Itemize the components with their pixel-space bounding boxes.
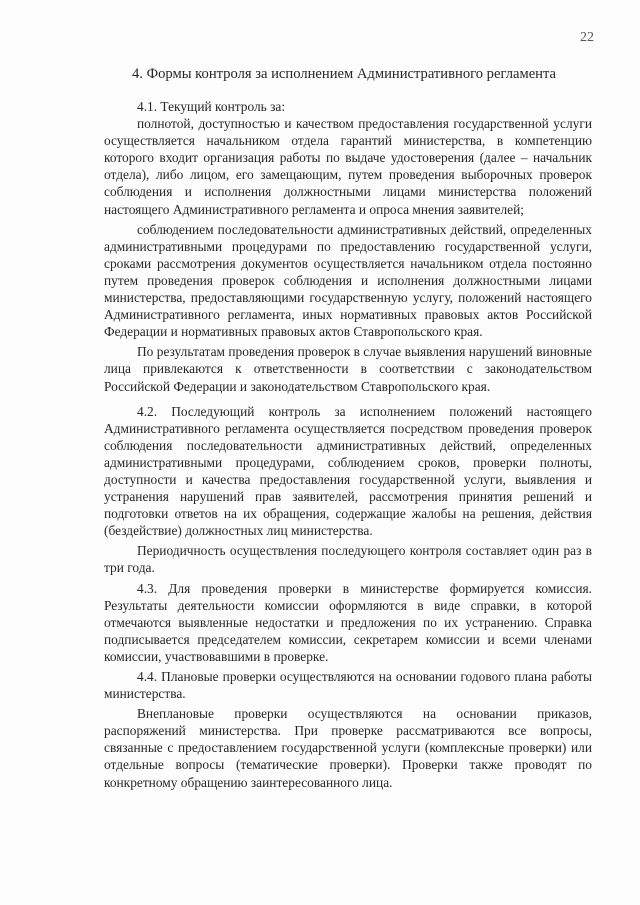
- paragraph-completeness-control: полнотой, доступностью и качеством предоставления государственной услуги осуществляется начальником отдела гарантий министерства, в компетенцию которого входит организация работы по выдаче удостоверения (далее – начальник отдела), либо лицом, его замещающим, путем проведения выборочных проверок соблюдения и исполнения должностными лицами министерства положений настоящего Административного регламента и опроса мнения заявителей;: [104, 116, 592, 217]
- paragraph-sequence-control: соблюдением последовательности административных действий, определенных административными процедурами по предоставлению государственной услуги, сроками рассмотрения документов осуществляется начальником отдела постоянно путем проведения проверок соблюдения и исполнения должностными лицами министерства, предоставляющими государственную услугу, положений настоящего Административного регламента, иных нормативных правовых актов Российской Федерации и нормативных правовых актов Ставропольского края.: [104, 221, 592, 340]
- paragraph-liability: По результатам проведения проверок в случае выявления нарушений виновные лица привлекаются к ответственности в соответствии с законодательством Российской Федерации и законодательством Ставропольского края.: [104, 344, 592, 394]
- section-title: 4. Формы контроля за исполнением Административного регламента: [131, 66, 557, 82]
- paragraph-4-2: 4.2. Последующий контроль за исполнением положений настоящего Административного регламента осуществляется посредством проведения проверок соблюдения последовательности административных действий, определенных административными процедурами, соблюдением сроков, проверки полноты, доступности и качества предоставления государственной услуги, выявления и устранения нарушений прав заявителей, рассмотрения принятия решений и подготовки ответов на их обращения, содержащие жалобы на решения, действия (бездействие) должностных лиц министерства.: [104, 403, 592, 539]
- page-number: 22: [580, 30, 594, 45]
- paragraph-4-4: 4.4. Плановые проверки осуществляются на основании годового плана работы министерства.: [104, 669, 592, 702]
- document-body: [104, 98, 592, 791]
- paragraph-4-1-heading: 4.1. Текущий контроль за:: [137, 99, 286, 114]
- paragraph-periodicity: Периодичность осуществления последующего контроля составляет один раз в три года.: [104, 543, 592, 576]
- paragraph-unplanned-checks: Внеплановые проверки осуществляются на основании приказов, распоряжений министерства. При проверке рассматриваются все вопросы, связанные с предоставлением государственной услуги (комплексные проверки) или отдельные вопросы (тематические проверки). Проверки также проводят по конкретному обращению заинтересованного лица.: [104, 706, 592, 790]
- paragraph-4-3: 4.3. Для проведения проверки в министерстве формируется комиссия. Результаты деятельности комиссии оформляются в виде справки, в которой отмечаются выявленные недостатки и предложения по их устранению. Справка подписывается председателем комиссии, секретарем комиссии и всеми членами комиссии, участвовавшими в проверке.: [104, 580, 592, 664]
